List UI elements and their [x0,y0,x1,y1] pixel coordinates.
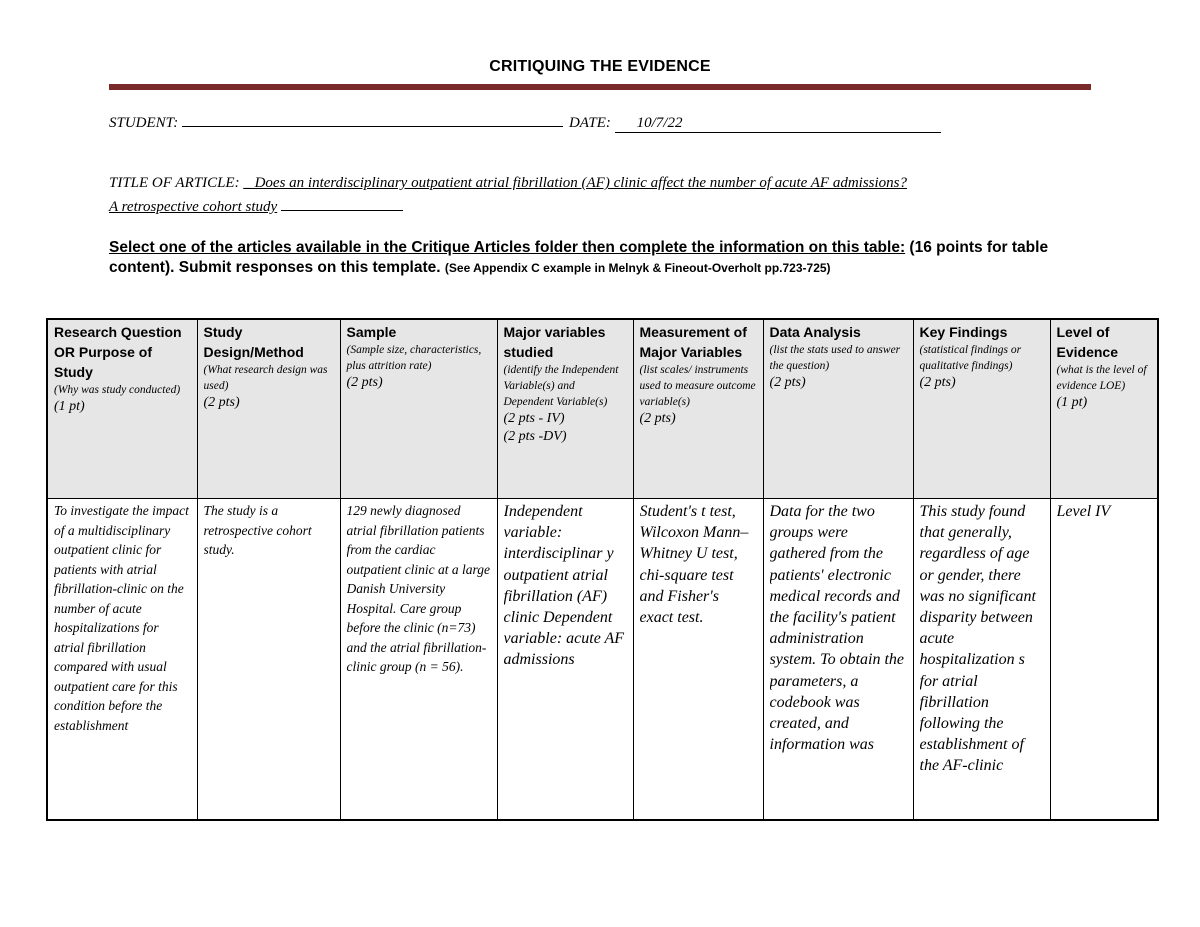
cell-text: Independent variable: interdisciplinar y outpatient atrial fibrillation (AF) clinic Dependent variable: acute AF admissions [503,503,625,669]
cell-sample[interactable] [340,499,497,821]
article-title-line2: A retrospective cohort study [109,199,278,215]
article-title-blank [281,197,403,211]
cell-data-analysis[interactable] [763,499,913,821]
student-label: STUDENT: [109,115,179,131]
article-title-line1: _ Does an interdisciplinary outpatient atrial fibrillation (AF) clinic affect the number of acute AF admissions? [243,175,908,191]
header-title: Sample [346,324,397,340]
header-subtitle: (What research design was used) [203,364,328,392]
instructions-main: Select one of the articles available in the Critique Articles folder then complete the information on this table: [109,239,906,256]
header-subtitle: (statistical findings or qualitative findings) [919,344,1022,372]
header-title: Major variables studied [503,324,606,360]
cell-research-question[interactable] [47,499,197,821]
header-points: (1 pt) [54,399,85,414]
cell-level-of-evidence[interactable] [1050,499,1158,821]
cell-text: 129 newly diagnosed atrial fibrillation patients from the cardiac outpatient clinic at a large Danish University Hospital. Care group before the clinic (n=73) and the atrial fibrillation-clinic group (n = 56). [346,503,490,674]
date-field[interactable]: 10/7/22 [615,115,941,133]
header-research-question [47,319,197,499]
article-label: TITLE OF ARTICLE: [109,175,240,191]
header-subtitle: (list the stats used to answer the question) [769,344,901,372]
header-data-analysis [763,319,913,499]
instructions [109,238,1069,278]
page-title: CRITIQUING THE EVIDENCE [489,58,711,75]
header-subtitle: (Why was study conducted) [54,384,181,396]
header-subtitle: (list scales/ instruments used to measure outcome variable(s) [639,364,756,408]
header-points-dv: (2 pts -DV) [503,429,567,444]
cell-text: To investigate the impact of a multidisciplinary outpatient clinic for patients with atrial fibrillation-clinic on the number of acute hospitalizations for atrial fibrillation compared with usual outpatient care for this condition before the establishment [54,503,189,733]
cell-text: Student's t test, Wilcoxon Mann–Whitney U test, chi-square test and Fisher's exact test. [639,503,749,627]
cell-text: Data for the two groups were gathered from the patients' electronic medical records and the facility's patient administration system. To obtain the parameters, a codebook was created, and information was [769,503,905,754]
header-title: Key Findings [919,324,1008,340]
cell-text: Level IV [1056,503,1111,520]
cell-key-findings[interactable] [913,499,1050,821]
header-points: (2 pts) [639,411,676,426]
header-points: (2 pts) [203,395,240,410]
critique-table [46,318,1159,821]
header-title: Study Design/Method [203,324,304,360]
header-points: (2 pts) [346,375,383,390]
cell-text: The study is a retrospective cohort study. [203,503,312,557]
title-divider [109,84,1091,90]
instructions-note: (See Appendix C example in Melnyk & Fineout-Overholt pp.723-725) [444,261,831,275]
header-sample [340,319,497,499]
header-subtitle: (what is the level of evidence LOE) [1056,364,1147,392]
header-title: Research Question OR Purpose of Study [54,324,182,380]
header-subtitle: (Sample size, characteristics, plus attrition rate) [346,344,482,372]
date-label: DATE: [568,115,611,131]
article-title-row-2 [109,197,403,216]
header-points: (1 pt) [1056,395,1088,410]
cell-study-design[interactable] [197,499,340,821]
header-measurement [633,319,763,499]
header-key-findings [913,319,1050,499]
cell-text: This study found that generally, regardless of age or gender, there was no significant disparity between acute hospitalization s for atrial fibrillation following the establishment of the AF-clinic [919,503,1036,775]
table-row [47,499,1158,821]
cell-measurement[interactable] [633,499,763,821]
student-date-row [109,112,941,133]
header-points: (2 pts) [769,375,806,390]
header-major-variables [497,319,633,499]
instructions-points: (16 points for table content). Submit responses on this template. [109,239,1049,276]
header-level-of-evidence [1050,319,1158,499]
article-title-row [109,175,907,192]
student-name-field[interactable] [182,112,563,127]
header-subtitle: (identify the Independent Variable(s) and Dependent Variable(s) [503,364,619,408]
header-title: Data Analysis [769,324,861,340]
header-row [47,319,1158,499]
header-points: (2 pts - IV) [503,411,565,426]
header-title: Level of Evidence [1056,324,1118,360]
header-title: Measurement of Major Variables [639,324,747,360]
header-points: (2 pts) [919,375,956,390]
cell-major-variables[interactable] [497,499,633,821]
header-study-design [197,319,340,499]
